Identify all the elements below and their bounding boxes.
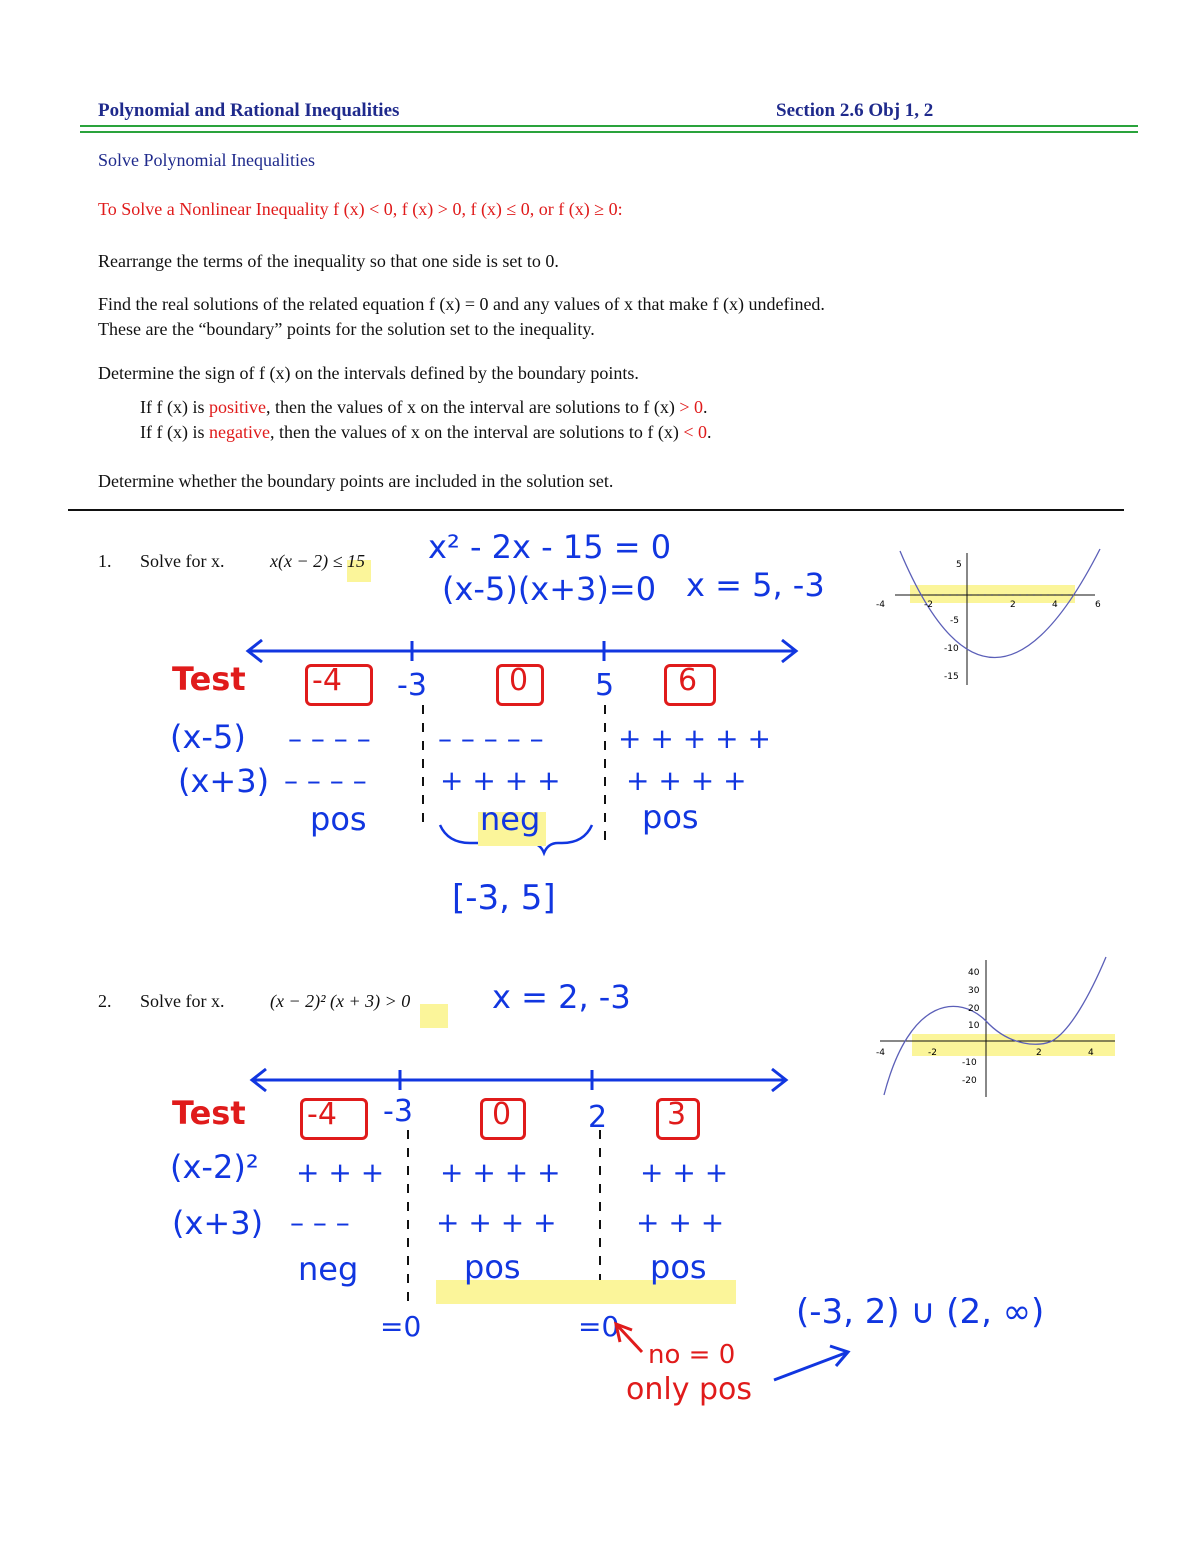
header-rule-bottom [80,131,1138,133]
p2-factor-1: (x-2)² [170,1148,259,1186]
p2-prompt: Solve for x. [140,991,225,1011]
p2-note-arrow [612,1318,652,1358]
p2-test-value-3: 3 [667,1097,687,1132]
step-find-solutions: Find the real solutions of the related equation f (x) = 0 and any values of x that make f (x) undefined. [98,294,825,314]
p1-sign-1-3: + + + + + [618,722,771,755]
p1-hw-equation: x² - 2x - 15 = 0 [428,528,672,566]
p2-graph-tick-x-2: -2 [928,1048,937,1058]
p1-test-value-2: 0 [509,663,529,698]
p1-graph-tick-y-4: -15 [944,672,959,682]
p2-eq-zero-2: =0 [578,1310,620,1343]
p2-result-1: neg [298,1250,359,1288]
p2-expression: (x − 2)² (x + 3) > 0 [270,991,411,1011]
p1-graph-tick-x-3: 2 [1010,600,1016,610]
p1-result-3: pos [642,798,699,836]
p2-note-only-pos: only pos [626,1372,753,1407]
p1-prompt: Solve for x. [140,551,225,571]
page-title: Polynomial and Rational Inequalities [98,100,400,121]
p2-graph-tick-x-4: 4 [1088,1048,1094,1058]
p2-answer: (-3, 2) ∪ (2, ∞) [796,1292,1045,1332]
p2-graph-tick-y-3: 20 [968,1004,980,1014]
p2-sign-2-3: + + + [636,1206,725,1239]
p1-hw-factored: (x-5)(x+3)=0 [442,570,657,608]
p1-result-2: neg [480,800,541,838]
p1-graph-tick-x-2: -2 [924,600,933,610]
p1-graph-tick-x-4: 4 [1052,600,1058,610]
p2-graph-tick-y-2: 30 [968,986,980,996]
p2-graph-tick-y-1: 40 [968,968,980,978]
p1-sign-2-3: + + + + [626,764,747,797]
p2-graph-tick-y-4: 10 [968,1021,980,1031]
p1-answer: [-3, 5] [452,878,556,918]
step-boundary-note: These are the “boundary” points for the solution set to the inequality. [98,319,595,339]
p1-test-value-1: -4 [312,663,342,698]
p1-test-value-3: 6 [678,663,698,698]
p1-sign-2-2: + + + + [440,764,561,797]
subsection-title: Solve Polynomial Inequalities [98,150,315,170]
p2-graph-tick-y-6: -20 [962,1076,977,1086]
p2-graph [870,955,1120,1100]
p2-test-label: Test [172,1094,246,1132]
p2-result-2: pos [464,1248,521,1286]
rule-positive: If f (x) is positive, then the values of x on the interval are solutions to f (x) > 0. [140,397,708,417]
p1-boundary-1: -3 [397,668,427,703]
p1-sign-1-1: – – – – [288,722,371,755]
p1-graph [870,545,1110,690]
p1-sign-1-2: – – – – – [438,722,544,755]
p2-sign-2-2: + + + + [436,1206,557,1239]
p2-answer-arrow [768,1340,858,1390]
p1-graph-tick-y-2: -5 [950,616,959,626]
p2-test-value-2: 0 [492,1097,512,1132]
p1-graph-tick-x-5: 6 [1095,600,1101,610]
p2-sign-1-3: + + + [640,1156,729,1189]
step-rearrange: Rearrange the terms of the inequality so that one side is set to 0. [98,251,559,271]
header-rule-top [80,125,1138,127]
p1-boundary-2: 5 [595,668,615,703]
procedure-title: To Solve a Nonlinear Inequality f (x) < 0, f (x) > 0, f (x) ≤ 0, or f (x) ≥ 0: [98,199,623,219]
p1-hw-roots: x = 5, -3 [686,566,825,604]
p1-factor-2: (x+3) [178,762,270,800]
p2-sign-1-1: + + + [296,1156,385,1189]
p2-boundary-1: -3 [383,1094,413,1129]
p2-result-3: pos [650,1248,707,1286]
p2-graph-tick-x-1: -4 [876,1048,885,1058]
p1-factor-1: (x-5) [170,718,246,756]
p2-graph-tick-y-5: -10 [962,1058,977,1068]
p1-graph-tick-x-1: -4 [876,600,885,610]
p1-number: 1. [98,551,112,571]
p2-sign-2-1: – – – [290,1206,350,1239]
section-divider [68,509,1124,511]
p2-hw-roots: x = 2, -3 [492,978,631,1016]
p1-graph-tick-y-1: 5 [956,560,962,570]
p1-graph-tick-y-3: -10 [944,644,959,654]
p2-eq-zero-1: =0 [380,1310,422,1343]
p1-test-label: Test [172,660,246,698]
p1-sign-2-1: – – – – [284,764,367,797]
p2-boundary-2: 2 [588,1100,608,1135]
step-boundary-inclusion: Determine whether the boundary points are included in the solution set. [98,471,614,491]
p2-test-value-1: -4 [307,1097,337,1132]
p2-factor-2: (x+3) [172,1204,264,1242]
rule-negative: If f (x) is negative, then the values of x on the interval are solutions to f (x) < 0. [140,422,712,442]
p2-number: 2. [98,991,112,1011]
section-label: Section 2.6 Obj 1, 2 [776,100,934,121]
p2-note-no-zero: no = 0 [648,1340,736,1370]
p1-result-1: pos [310,800,367,838]
step-determine-sign: Determine the sign of f (x) on the intervals defined by the boundary points. [98,363,639,383]
highlight-p2-symbol [420,1004,448,1028]
p2-sign-1-2: + + + + [440,1156,561,1189]
p1-expression: x(x − 2) ≤ 15 [270,551,365,571]
p2-graph-tick-x-3: 2 [1036,1048,1042,1058]
